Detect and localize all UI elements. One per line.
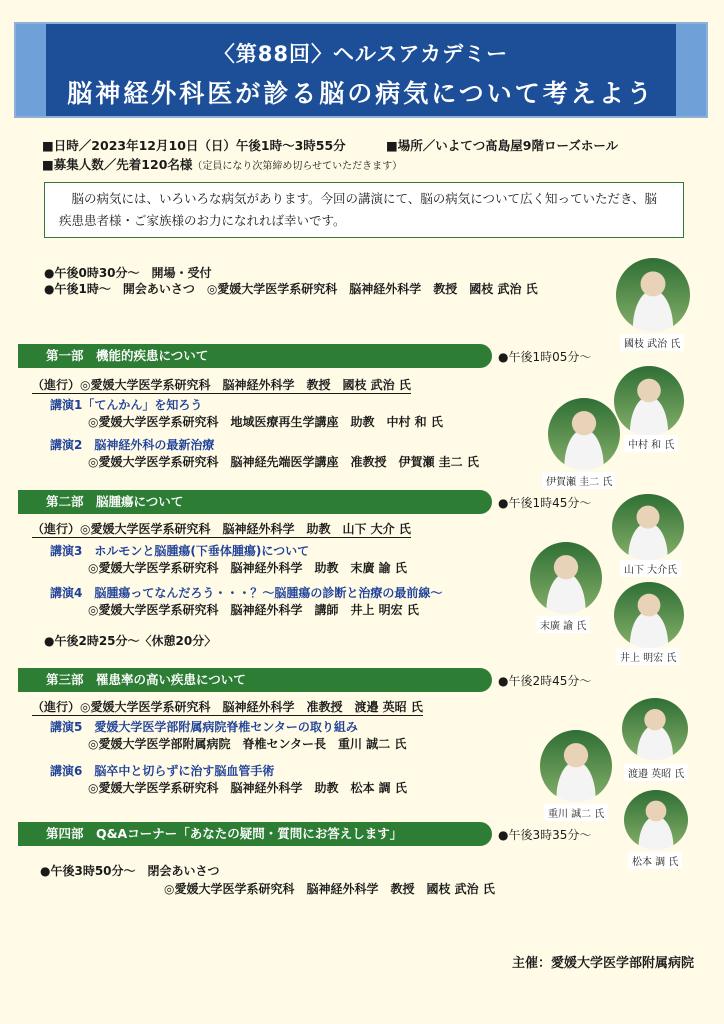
event-series-title: 〈第88回〉ヘルスアカデミー: [213, 42, 509, 66]
reception-time: ●午後0時30分〜 開場・受付: [44, 266, 212, 280]
caption-shigekawa: 重川 誠二 氏: [544, 804, 608, 821]
caption-suehiro: 末廣 諭 氏: [536, 616, 590, 633]
talk2-title: 講演2 脳神経外科の最新治療: [50, 438, 215, 452]
event-capacity: [42, 155, 402, 173]
talk6-speaker: ◎愛媛大学医学系研究科 脳神経外科学 助教 松本 調 氏: [88, 781, 407, 795]
talk1-speaker: ◎愛媛大学医学系研究科 地域医療再生学講座 助教 中村 和 氏: [88, 415, 443, 429]
talk3-title: 講演3 ホルモンと脳腫瘍(下垂体腫瘍)について: [50, 544, 310, 558]
caption-nakamura: 中村 和 氏: [624, 435, 678, 452]
caption-igase: 伊賀瀬 圭二 氏: [542, 472, 616, 489]
part2-title-bar: 第二部 脳腫瘍について: [18, 490, 492, 514]
photo-watanabe: [622, 698, 688, 760]
caption-yamashita: 山下 大介氏: [620, 560, 681, 577]
title-banner: [14, 22, 708, 118]
caption-kunieda: 國枝 武治 氏: [620, 334, 684, 351]
photo-nakamura: [614, 366, 684, 436]
talk4-speaker: ◎愛媛大学医学系研究科 脳神経外科学 講師 井上 明宏 氏: [88, 603, 419, 617]
photo-inoue: [614, 582, 684, 648]
part1-time: ●午後1時05分〜: [498, 350, 592, 364]
intro-text-box: 脳の病気には、いろいろな病気があります。今回の講演にて、脳の病気について広く知っていただき、脳疾患患者様・ご家族様のお力になれれば幸いです。: [44, 182, 684, 238]
talk3-speaker: ◎愛媛大学医学系研究科 脳神経外科学 助教 末廣 諭 氏: [88, 561, 407, 575]
closing-time: ●午後3時50分〜 閉会あいさつ: [40, 864, 220, 878]
photo-matsumoto: [624, 790, 688, 850]
organizer-credit: 主催：愛媛大学医学部附属病院: [511, 956, 694, 971]
capacity-note: （定員になり次第締め切らせていただきます）: [192, 161, 403, 172]
part3-chair: （進行）◎愛媛大学医学系研究科 脳神経外科学 准教授 渡邉 英昭 氏: [32, 700, 423, 714]
part4-title-bar: 第四部 Q&Aコーナー「あなたの疑問・質問にお答えします」: [18, 822, 492, 846]
photo-kunieda: [616, 258, 690, 332]
break-time: ●午後2時25分〜〈休憩20分〉: [44, 634, 217, 648]
event-main-title: 脳神経外科医が診る脳の病気について考えよう: [67, 79, 655, 108]
capacity-text: ■募集人数／先着120名様: [42, 157, 193, 172]
opening-greeting: ●午後1時〜 開会あいさつ ◎愛媛大学医学系研究科 脳神経外科学 教授 國枝 武治 氏: [44, 282, 538, 296]
part2-chair: （進行）◎愛媛大学医学系研究科 脳神経外科学 助教 山下 大介 氏: [32, 522, 411, 536]
closing-speaker: ◎愛媛大学医学系研究科 脳神経外科学 教授 國枝 武治 氏: [164, 882, 495, 896]
caption-matsumoto: 松本 調 氏: [628, 852, 682, 869]
event-date: ■日時／2023年12月10日（日）午後1時〜3時55分: [42, 138, 346, 153]
photo-igase: [548, 398, 620, 470]
part2-time: ●午後1時45分〜: [498, 496, 592, 510]
talk6-title: 講演6 脳卒中と切らずに治す脳血管手術: [50, 764, 275, 778]
talk4-title: 講演4 脳腫瘍ってなんだろう・・・？〜脳腫瘍の診断と治療の最前線〜: [50, 586, 443, 600]
talk5-title: 講演5 愛媛大学医学部附属病院脊椎センターの取り組み: [50, 720, 358, 734]
part4-time: ●午後3時35分〜: [498, 828, 592, 842]
photo-shigekawa: [540, 730, 612, 802]
part3-time: ●午後2時45分〜: [498, 674, 592, 688]
photo-yamashita: [612, 494, 684, 560]
part1-chair: （進行）◎愛媛大学医学系研究科 脳神経外科学 教授 國枝 武治 氏: [32, 378, 411, 392]
photo-suehiro: [530, 542, 602, 614]
caption-inoue: 井上 明宏 氏: [616, 648, 680, 665]
part1-title-bar: 第一部 機能的疾患について: [18, 344, 492, 368]
banner-stripe-left: [16, 24, 46, 116]
event-place: ■場所／いよてつ髙島屋9階ローズホール: [386, 138, 619, 153]
caption-watanabe: 渡邉 英昭 氏: [624, 764, 688, 781]
part3-title-bar: 第三部 罹患率の高い疾患について: [18, 668, 492, 692]
talk2-speaker: ◎愛媛大学医学系研究科 脳神経先端医学講座 准教授 伊賀瀬 圭二 氏: [88, 455, 479, 469]
talk1-title: 講演1「てんかん」を知ろう: [50, 398, 203, 412]
talk5-speaker: ◎愛媛大学医学部附属病院 脊椎センター長 重川 誠二 氏: [88, 737, 407, 751]
banner-stripe-right: [676, 24, 706, 116]
